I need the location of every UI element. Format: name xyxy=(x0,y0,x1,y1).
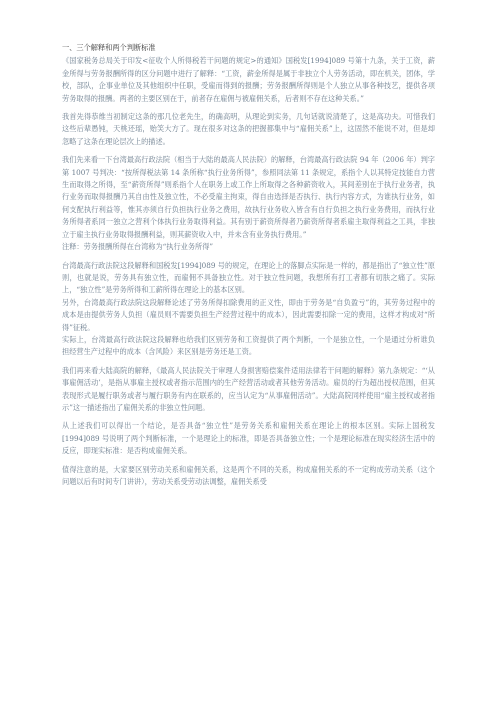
paragraph-mainland-court: 我们再来看大陆高院的解释，《最高人民法院关于审理人身损害赔偿案件适用法律若干问题的解释》第九条规定：“‘从事雇佣活动’，是指从事雇主授权或者指示范围内的生产经营活动或者其他劳务活动。雇员的行为超出授权范围，但其表现形式是履行职务或者与履行职务有内在联系的，应当认定为“从事雇佣活动”。大陆高院同样使用“雇主授权或者指示”这一描述指出了雇佣关系的非独立性问题。 xyxy=(62,365,435,412)
paragraph-labor-vs-employment: 值得注意的是，大家要区别劳动关系和雇佣关系，这是两个不同的关系，构成雇佣关系的不一定构成劳动关系（这个问题以后有时间专门讲讲），劳动关系受劳动法调整，雇佣关系受 xyxy=(62,464,435,486)
paragraph-author-comment: 我首先得恭维当初制定这条的那几位老先生，的确高明，从理论到实务，几句话就说清楚了，这是高功夫。可惜我们这些后辈愚钝，天桃还瑶，贻笑大方了。现在很多对这条的把握都集中与“雇佣关系”上，这固然不能说不对，但是却忽略了这条在理论层次上的描述。 xyxy=(62,112,435,146)
paragraph-cost-deduction: 另外，台湾最高行政法院这段解释论述了劳务所得扣除费用的正义性，即由于劳务是“自负盈亏”的，其劳务过程中的成本是由提供劳务人负担（雇员则不需要负担生产经营过程中的成本），因此需要扣除一定的费用，这样才构成对“所得”征税。 xyxy=(62,297,435,332)
article-body xyxy=(62,42,435,494)
section-heading: 一、三个解释和两个判断标准 xyxy=(62,43,156,52)
paragraph-taiwan-court: 我们先来看一下台湾最高行政法院（相当于大陆的最高人民法院）的解释，台湾最高行政法院 94 年（2006 年）判字第 1007 号判决：“按所得税法第 14 条所称“执行业务所得”，参照同法第 11 条规定，系指个人以其特定技能自力营生而取得之所得，至“薪资所得”则系指个人在职务上或工作上所取得之各种薪资收入，其间差别在于执行业务者，执行业务而取得报酬乃其自由性及独立性，不必受雇主拘束，得自由选择是否执行、执行内容方式，为谁执行业务，如何支配执行利益等，惟其亦须自行负担执行业务之费用，故执行业务收入皆含有自行负担之执行业务费用，而执行业务所得者系同一独立之营利个体执行业务取得利益。其有别于薪资所得者乃薪资所得者系雇主取得利益之工具，非独立于雇主执行业务取得报酬利益，则其薪资收入中，并未含有业务执行费用。” xyxy=(62,155,435,239)
paragraph-two-judgments: 实际上，台湾最高行政法院这段解释也给我们区别劳务和工资提供了两个判断，一个是独立性，一个是通过分析谁负担经营生产过程中的成本（含风险）来区别是劳务还是工资。 xyxy=(62,334,435,357)
paragraph-tax-notice: 《国家税务总局关于印发<征收个人所得税若干问题的规定>的通知》国税发[1994]089 号第十九条，关于工资，薪金所得与劳务报酬所得的区分问题中进行了解释：“工资，薪金所得是属于非独立个人劳务活动，即在机关，团体，学校，部队，企事业单位及其他组织中任职，受雇而得到的报酬；劳务报酬所得则是个人独立从事各种技艺，提供各项劳务取得的报酬。两者的主要区别在于，前者存在雇佣与被雇佣关系，后者则不存在这种关系。” xyxy=(62,56,435,103)
paragraph-independence: 台湾最高行政法院这段解释和国税发[1994]089 号的规定，在理论上的落脚点实际是一样的，都是指出了“独立性”原则，也就是说，劳务具有独立性，而雇佣不具备独立性。对于独立性问题，我想所有打工者都有切肤之痛了。实际上，“独立性”是劳务所得和工薪所得在理论上的基本区别。 xyxy=(62,260,435,295)
paragraph-conclusion: 从上述我们可以得出一个结论，是否具备“独立性”是劳务关系和雇佣关系在理论上的根本区别。实际上国税发[1994]089 号说明了两个判断标准，一个是理论上的标准，即是否具备独立性；一个是理论标准在现实经济生活中的反应，即现实标准：是否构成雇佣关系。 xyxy=(62,421,435,456)
paragraph-annotation: 注释：劳务报酬所得在台湾称为“执行业务所得” xyxy=(62,242,214,252)
